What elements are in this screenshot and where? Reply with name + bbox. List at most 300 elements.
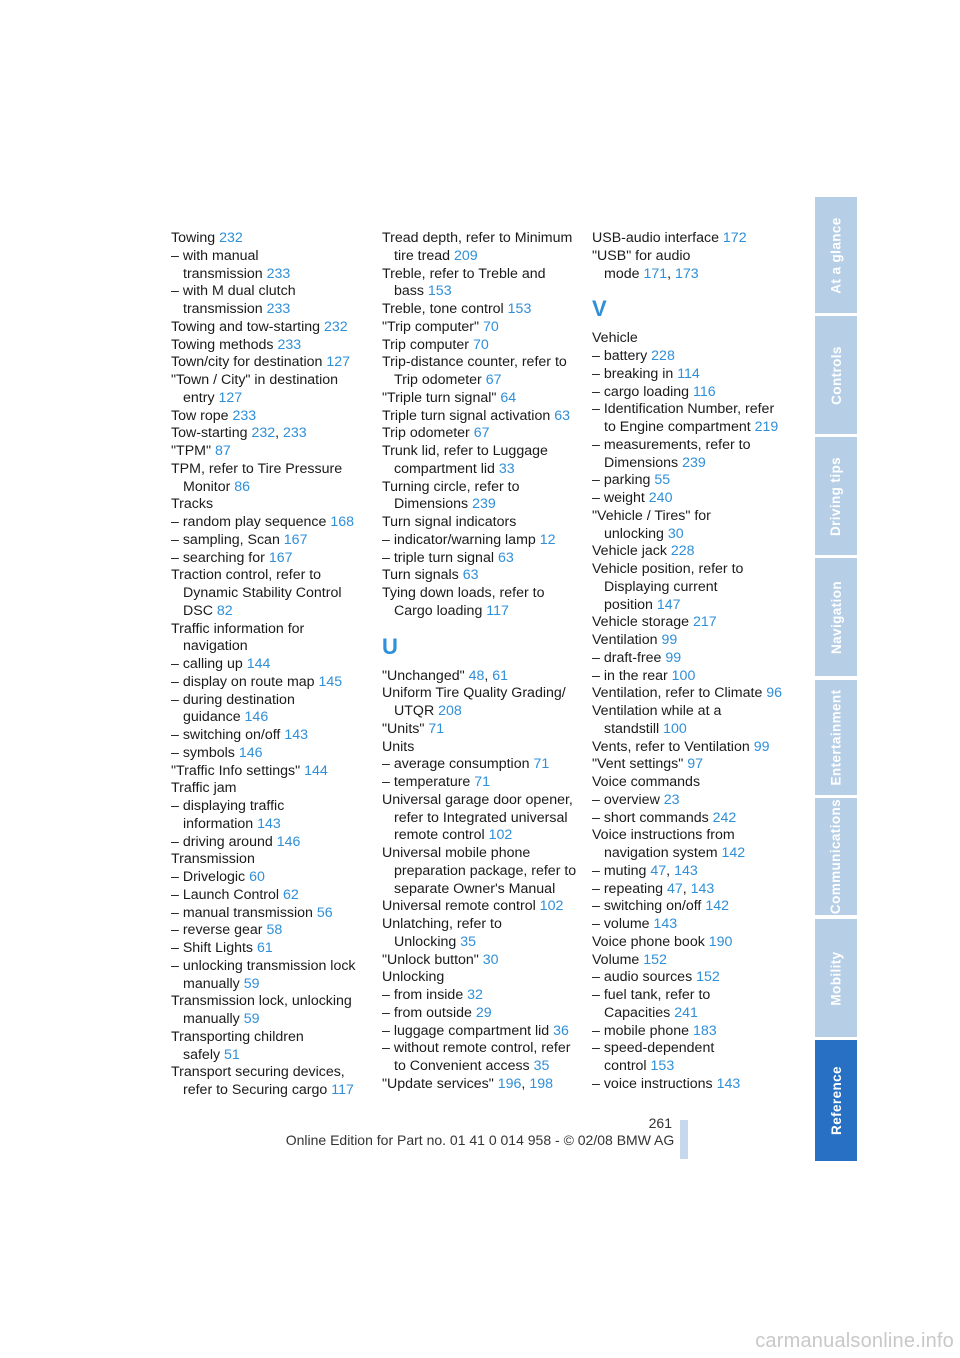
page-reference-link[interactable]: 146: [276, 833, 301, 850]
index-entry-text: Ventilation while at a standstill: [592, 703, 722, 737]
page-reference-link[interactable]: 142: [721, 845, 746, 861]
page-reference-link[interactable]: 99: [753, 738, 770, 755]
index-entry: [382, 443, 577, 479]
index-entry: [382, 532, 577, 550]
index-entry-text: Ventilation, refer to Climate: [592, 685, 763, 702]
index-entry: [592, 685, 787, 703]
page-reference-link[interactable]: 152: [643, 951, 667, 968]
index-entry-text: Triple turn signal activation: [382, 407, 551, 424]
page-reference-link[interactable]: 116: [692, 383, 716, 400]
page-reference-link[interactable]: 146: [238, 744, 263, 761]
page-reference-link[interactable]: 241: [674, 1004, 698, 1021]
index-entry: [171, 372, 361, 408]
index-entry: [171, 532, 361, 550]
index-entry: [382, 230, 577, 266]
index-entry: [171, 745, 361, 763]
page-reference-link[interactable]: 58: [266, 922, 283, 939]
index-entry-text: – battery: [592, 348, 648, 364]
index-entry-text: Turn signal indicators: [382, 514, 517, 530]
tab-label: Entertainment: [828, 689, 844, 786]
index-entry-text: – symbols: [171, 744, 235, 761]
page-reference-link[interactable]: 86: [234, 478, 251, 495]
page-reference-link[interactable]: 63: [554, 407, 570, 424]
tab-label: Controls: [828, 345, 844, 405]
page-reference-link[interactable]: 142: [705, 898, 729, 915]
page-reference-link[interactable]: 228: [670, 543, 695, 560]
index-entry: [382, 721, 577, 739]
page-number: 261: [648, 1115, 672, 1131]
page-reference-link[interactable]: 172: [722, 230, 747, 246]
index-entry: [382, 585, 577, 621]
index-entry-text: – unlocking transmission lock manually: [171, 957, 356, 992]
index-entry-text: Traffic jam: [171, 780, 237, 797]
index-entry-text: – switching on/off: [592, 898, 702, 915]
index-entry: [592, 472, 787, 490]
page-reference-link[interactable]: 144: [304, 762, 328, 779]
page-reference-link[interactable]: 70: [483, 318, 499, 335]
index-entry: [592, 756, 787, 774]
page-reference-link[interactable]: 143: [653, 916, 678, 932]
index-entry: [382, 1023, 577, 1041]
index-entry: [171, 408, 361, 426]
index-entry: [382, 514, 577, 532]
index-entry-text: – Drivelogic: [171, 869, 246, 885]
tab-controls[interactable]: [815, 316, 857, 434]
page-reference-link[interactable]: 153: [507, 301, 532, 317]
index-entry: [171, 763, 361, 781]
page-reference-link[interactable]: 190: [708, 933, 733, 950]
tab-label: Communications: [828, 798, 844, 915]
index-entry-text: Traffic information for navigation: [171, 620, 305, 655]
index-entry: [592, 934, 787, 952]
page-reference-link[interactable]: 217: [692, 614, 717, 631]
index-entry-text: – switching on/off: [171, 727, 281, 743]
page-reference-link[interactable]: 183: [692, 1022, 717, 1039]
index-entry-text: – fuel tank, refer to Capacities: [592, 987, 711, 1021]
index-entry: [171, 1029, 361, 1065]
index-entry-text: "Update services": [382, 1075, 494, 1092]
page-reference-link[interactable]: 242: [712, 809, 737, 826]
index-entry-text: – from inside: [382, 987, 464, 1003]
index-entry: [592, 916, 787, 934]
page-reference-link[interactable]: 100: [663, 720, 687, 737]
index-entry: "Unchanged" 48, 61: [382, 667, 509, 684]
index-entry-text: Tying down loads, refer to Cargo loading: [382, 585, 545, 619]
index-entry: [171, 674, 361, 692]
page-reference-link[interactable]: 233: [266, 265, 291, 282]
index-entry-text: – Identification Number, refer to Engine compartment: [592, 401, 775, 435]
index-entry: [171, 922, 361, 940]
page-reference-link[interactable]: 63: [462, 567, 479, 584]
page-reference-link[interactable]: 30: [667, 525, 684, 542]
index-entry: [171, 851, 361, 869]
page-reference-link[interactable]: 100: [671, 667, 696, 684]
tab-communications[interactable]: [815, 798, 857, 915]
index-entry-text: Transmission lock, unlocking manually: [171, 993, 352, 1027]
index-entry: [592, 230, 787, 248]
index-entry-text: Volume: [592, 951, 640, 968]
page-reference-link[interactable]: 198: [529, 1075, 553, 1092]
index-entry-text: Voice phone book: [592, 933, 705, 950]
index-entry-text: Units: [382, 738, 415, 755]
page-reference-link[interactable]: 97: [687, 756, 704, 773]
index-entry: – muting 47, 143: [592, 862, 698, 879]
index-entry-text: Trunk lid, refer to Luggage compartment lid: [382, 443, 548, 477]
index-entry-text: – random play sequence: [171, 514, 327, 530]
page-reference-link[interactable]: 173: [675, 265, 699, 282]
index-entry: [171, 798, 361, 834]
index-entry-text: "Triple turn signal": [382, 389, 497, 406]
page-reference-link[interactable]: 62: [283, 886, 299, 903]
index-entry: [171, 319, 361, 337]
index-entry: [382, 685, 577, 721]
page-reference-link[interactable]: 168: [330, 514, 355, 530]
index-entry: [382, 756, 577, 774]
index-entry: [592, 508, 787, 544]
index-entry-text: Ventilation: [592, 632, 658, 648]
page-reference-link[interactable]: 145: [318, 673, 343, 690]
index-entry-text: Universal garage door opener, refer to Integrated universal remote control: [382, 791, 573, 844]
index-entry: [171, 283, 361, 319]
index-entry-text: Voice commands: [592, 774, 701, 790]
tab-label: Navigation: [828, 580, 844, 654]
page-reference-link[interactable]: 233: [232, 407, 257, 424]
index-entry-text: – average consumption: [382, 756, 530, 773]
index-letter-heading: V: [592, 296, 607, 322]
index-entry-text: Trip computer: [382, 336, 469, 353]
index-entry: [171, 230, 361, 248]
index-entry: [171, 958, 361, 994]
watermark: carmanualsonline.info: [755, 1330, 954, 1352]
index-entry-text: – temperature: [382, 774, 471, 790]
tab-label: Driving tips: [828, 456, 844, 536]
index-entry: [592, 1076, 787, 1094]
index-entry-text: "Vent settings": [592, 756, 684, 773]
page-reference-link[interactable]: 63: [497, 549, 514, 566]
page-reference-link[interactable]: 47: [666, 880, 683, 897]
page-reference-link[interactable]: 232: [219, 230, 243, 246]
page-reference-link[interactable]: 196: [497, 1075, 522, 1092]
index-entry: [382, 898, 577, 916]
page-reference-link[interactable]: 232: [251, 425, 276, 442]
index-entry: [592, 987, 787, 1023]
footer-edition-text: Online Edition for Part no. 01 41 0 014 958 - © 02/08 BMW AG: [285, 1132, 675, 1148]
index-entry: [382, 337, 577, 355]
index-entry: [382, 266, 577, 302]
page-reference-link[interactable]: 167: [268, 549, 293, 566]
index-entry-text: – parking: [592, 472, 651, 489]
page-reference-link[interactable]: 143: [674, 862, 698, 879]
index-entry-text: – with manual transmission: [171, 247, 263, 282]
page-reference-link[interactable]: 153: [427, 283, 452, 300]
index-entry: [382, 845, 577, 898]
index-entry: [382, 987, 577, 1005]
index-entry-text: – volume: [592, 916, 650, 932]
page-reference-link[interactable]: 96: [766, 685, 783, 702]
page-reference-link[interactable]: 59: [243, 1011, 260, 1027]
index-letter-heading: U: [382, 633, 398, 659]
index-entry-text: Unlatching, refer to Unlocking: [382, 916, 502, 950]
index-entry-text: – Shift Lights: [171, 940, 254, 956]
index-entry: "USB" for audio mode 171, 173: [592, 247, 699, 282]
index-entry-text: – from outside: [382, 1004, 472, 1021]
index-entry-text: – in the rear: [592, 667, 668, 684]
index-entry: [171, 248, 361, 284]
index-entry: [592, 739, 787, 757]
index-entry: [382, 792, 577, 845]
page-reference-link[interactable]: 171: [643, 265, 668, 282]
index-entry-text: Treble, refer to Treble and bass: [382, 265, 546, 300]
index-entry-text: – searching for: [171, 549, 265, 566]
index-entry-text: – displaying traffic information: [171, 798, 285, 832]
tab-entertainment[interactable]: [815, 680, 857, 795]
index-entry-text: Transmission: [171, 851, 255, 868]
page-reference-link[interactable]: 228: [651, 348, 675, 364]
index-entry: [592, 898, 787, 916]
page-reference-link[interactable]: 29: [475, 1004, 492, 1021]
page-reference-link[interactable]: 147: [656, 596, 681, 613]
index-entry-text: Voice instructions from navigation system: [592, 827, 735, 861]
index-entry: [382, 408, 577, 426]
page-reference-link[interactable]: 55: [654, 472, 671, 489]
index-entry-text: – driving around: [171, 833, 273, 850]
index-entry: [382, 969, 577, 987]
index-entry: [171, 337, 361, 355]
index-entry: [382, 390, 577, 408]
index-entry-text: – indicator/warning lamp: [382, 531, 536, 548]
page-reference-link[interactable]: 87: [214, 443, 231, 459]
tab-navigation[interactable]: [815, 558, 857, 676]
index-entry: [592, 1023, 787, 1041]
index-entry: [592, 437, 787, 473]
tab-mobility[interactable]: [815, 919, 857, 1037]
index-entry: [592, 703, 787, 739]
index-entry: [592, 632, 787, 650]
page-reference-link[interactable]: 117: [331, 1082, 354, 1098]
index-entry-text: Towing: [171, 230, 216, 246]
index-entry: [382, 354, 577, 390]
page-reference-link[interactable]: 143: [284, 727, 308, 743]
page-reference-link[interactable]: 144: [246, 656, 271, 672]
index-entry: [171, 461, 361, 497]
index-entry-text: Transporting children safely: [171, 1028, 304, 1063]
index-entry-text: Tread depth, refer to Minimum tire tread: [382, 230, 573, 264]
index-entry: [171, 887, 361, 905]
index-entry: [592, 348, 787, 366]
index-entry-text: – without remote control, refer to Convenient access: [382, 1040, 571, 1074]
index-entry: [171, 940, 361, 958]
index-entry-text: Unlocking: [382, 969, 445, 986]
page-reference-link[interactable]: 60: [249, 869, 265, 885]
page-reference-link[interactable]: 102: [488, 827, 513, 844]
page-reference-link[interactable]: 233: [266, 301, 291, 317]
index-entry-text: – reverse gear: [171, 922, 263, 939]
page-reference-link[interactable]: 61: [256, 940, 273, 956]
page-reference-link[interactable]: 61: [492, 667, 509, 684]
index-entry: [171, 905, 361, 923]
index-entry-text: – sampling, Scan: [171, 531, 280, 548]
page-reference-link[interactable]: 71: [474, 774, 491, 790]
page-reference-link[interactable]: 143: [257, 815, 281, 832]
index-column-2: [382, 230, 577, 1094]
page-reference-link[interactable]: 239: [682, 454, 706, 471]
index-column-3: [592, 230, 787, 1094]
page-reference-link[interactable]: 71: [428, 720, 445, 737]
page-reference-link[interactable]: 209: [453, 247, 478, 264]
page-reference-link[interactable]: 70: [472, 336, 489, 353]
index-entry: [171, 656, 361, 674]
index-entry: [592, 384, 787, 402]
page-reference-link[interactable]: 146: [244, 709, 269, 726]
index-entry: – repeating 47, 143: [592, 880, 715, 897]
page-reference-link[interactable]: 240: [648, 490, 673, 506]
index-entry-text: Traction control, refer to Dynamic Stability Control DSC: [171, 567, 342, 619]
page-reference-link[interactable]: 99: [661, 632, 678, 648]
index-entry-text: Vents, refer to Ventilation: [592, 738, 750, 755]
page-reference-link[interactable]: 35: [533, 1058, 550, 1074]
index-entry-text: – repeating: [592, 880, 663, 897]
index-entry-text: TPM, refer to Tire Pressure Monitor: [171, 460, 343, 495]
page-reference-link[interactable]: 219: [754, 419, 779, 435]
index-entry: [382, 739, 577, 757]
page-reference-link[interactable]: 232: [324, 318, 348, 335]
page-reference-link[interactable]: 82: [216, 602, 233, 619]
page-reference-link[interactable]: 35: [460, 933, 477, 950]
tab-label: Reference: [828, 1066, 844, 1135]
index-entry: [592, 827, 787, 863]
index-entry: [592, 543, 787, 561]
index-entry-text: – display on route map: [171, 673, 315, 690]
page-reference-link[interactable]: 32: [467, 987, 483, 1003]
index-entry: "Update services" 196, 198: [382, 1075, 553, 1092]
page-reference-link[interactable]: 208: [438, 703, 462, 719]
index-entry-text: – draft-free: [592, 649, 662, 666]
index-entry-text: Transport securing devices, refer to Securing cargo: [171, 1064, 345, 1098]
index-entry: [382, 774, 577, 792]
index-entry-text: – cargo loading: [592, 383, 690, 400]
index-entry: [171, 496, 361, 514]
page-reference-link[interactable]: 233: [277, 336, 302, 353]
page-reference-link[interactable]: 59: [243, 975, 260, 992]
page-reference-link[interactable]: 117: [486, 602, 509, 619]
index-entry: [592, 650, 787, 668]
page-reference-link[interactable]: 33: [498, 460, 515, 477]
page-reference-link[interactable]: 102: [539, 898, 564, 915]
tab-at-a-glance[interactable]: [815, 197, 857, 313]
page-reference-link[interactable]: 127: [326, 354, 351, 371]
index-entry: [592, 366, 787, 384]
index-entry-text: – manual transmission: [171, 904, 313, 921]
index-column-1: [171, 230, 361, 1100]
index-entry: [382, 1005, 577, 1023]
page-reference-link[interactable]: 167: [283, 531, 308, 548]
index-entry-text: – measurements, refer to Dimensions: [592, 436, 751, 471]
index-entry-text: – speed-dependent control: [592, 1040, 715, 1074]
index-entry-text: – with M dual clutch transmission: [171, 283, 296, 317]
page-reference-link[interactable]: 152: [696, 969, 720, 986]
index-entry-text: Vehicle storage: [592, 614, 690, 631]
page-reference-link[interactable]: 51: [224, 1046, 240, 1063]
page-reference-link[interactable]: 23: [663, 791, 680, 808]
index-entry-text: – luggage compartment lid: [382, 1022, 550, 1039]
page-reference-link[interactable]: 153: [650, 1058, 675, 1074]
index-entry-text: Trip-distance counter, refer to Trip odometer: [382, 354, 567, 388]
page-reference-link[interactable]: 64: [500, 389, 517, 406]
index-entry-text: "Trip computer": [382, 318, 480, 335]
page-reference-link[interactable]: 67: [485, 372, 502, 388]
section-tabs: [815, 197, 857, 1161]
index-entry: [592, 614, 787, 632]
page-reference-link[interactable]: 99: [665, 649, 682, 666]
index-entry-text: "Units": [382, 720, 425, 737]
index-entry-text: "TPM": [171, 443, 212, 459]
tab-driving-tips[interactable]: [815, 437, 857, 555]
page-reference-link[interactable]: 36: [553, 1022, 569, 1039]
page-reference-link[interactable]: 12: [539, 531, 556, 548]
index-entry-text: – Launch Control: [171, 886, 280, 903]
index-entry: [592, 952, 787, 970]
index-entry-text: "Unlock button": [382, 951, 479, 968]
index-entry-text: – voice instructions: [592, 1075, 713, 1092]
index-entry: [171, 869, 361, 887]
index-entry-text: Treble, tone control: [382, 301, 504, 317]
index-entry-text: "Town / City" in destination entry: [171, 372, 338, 406]
page-reference-link[interactable]: 48: [468, 667, 485, 684]
index-entry-text: Turning circle, refer to Dimensions: [382, 478, 520, 513]
index-entry: [171, 727, 361, 745]
index-entry-text: Towing methods: [171, 336, 274, 353]
index-entry-text: – triple turn signal: [382, 549, 494, 566]
page-reference-link[interactable]: 127: [218, 389, 243, 406]
index-entry-text: Tow-starting: [171, 425, 248, 442]
page-reference-link[interactable]: 114: [677, 365, 700, 382]
index-entry: [592, 330, 787, 348]
index-entry: [171, 550, 361, 568]
page-reference-link[interactable]: 47: [650, 862, 667, 879]
tab-label: Mobility: [828, 950, 844, 1006]
index-entry-text: "USB" for audio mode: [592, 247, 691, 282]
page-reference-link[interactable]: 71: [533, 756, 550, 773]
index-entry-text: "Traffic Info settings": [171, 762, 301, 779]
index-entry: [171, 692, 361, 728]
index-entry-text: USB-audio interface: [592, 230, 719, 246]
page-reference-link[interactable]: 56: [316, 904, 333, 921]
index-entry: [171, 834, 361, 852]
index-entry: [592, 792, 787, 810]
index-entry-text: – weight: [592, 490, 645, 506]
tab-label: At a glance: [828, 216, 844, 294]
index-entry-text: Towing and tow-starting: [171, 318, 321, 335]
index-entry-text: Uniform Tire Quality Grading/ UTQR: [382, 685, 566, 719]
index-entry-text: – mobile phone: [592, 1022, 690, 1039]
page-reference-link[interactable]: 67: [473, 425, 490, 442]
index-entry-text: – muting: [592, 862, 647, 879]
page-reference-link[interactable]: 143: [716, 1075, 741, 1092]
index-entry-text: Universal remote control: [382, 898, 536, 915]
page-reference-link[interactable]: 233: [283, 425, 307, 442]
page-reference-link[interactable]: 30: [482, 951, 499, 968]
page-reference-link[interactable]: 143: [690, 880, 715, 897]
index-entry-text: Vehicle position, refer to Displaying current position: [592, 561, 744, 613]
index-entry-text: – calling up: [171, 656, 243, 672]
index-entry-text: Turn signals: [382, 567, 459, 584]
index-entry: [171, 354, 361, 372]
page-reference-link[interactable]: 239: [472, 496, 496, 513]
index-entry-text: Vehicle jack: [592, 543, 667, 560]
index-entry-text: Tow rope: [171, 407, 229, 424]
index-entry-text: "Unchanged": [382, 667, 465, 684]
index-entry: [382, 425, 577, 443]
